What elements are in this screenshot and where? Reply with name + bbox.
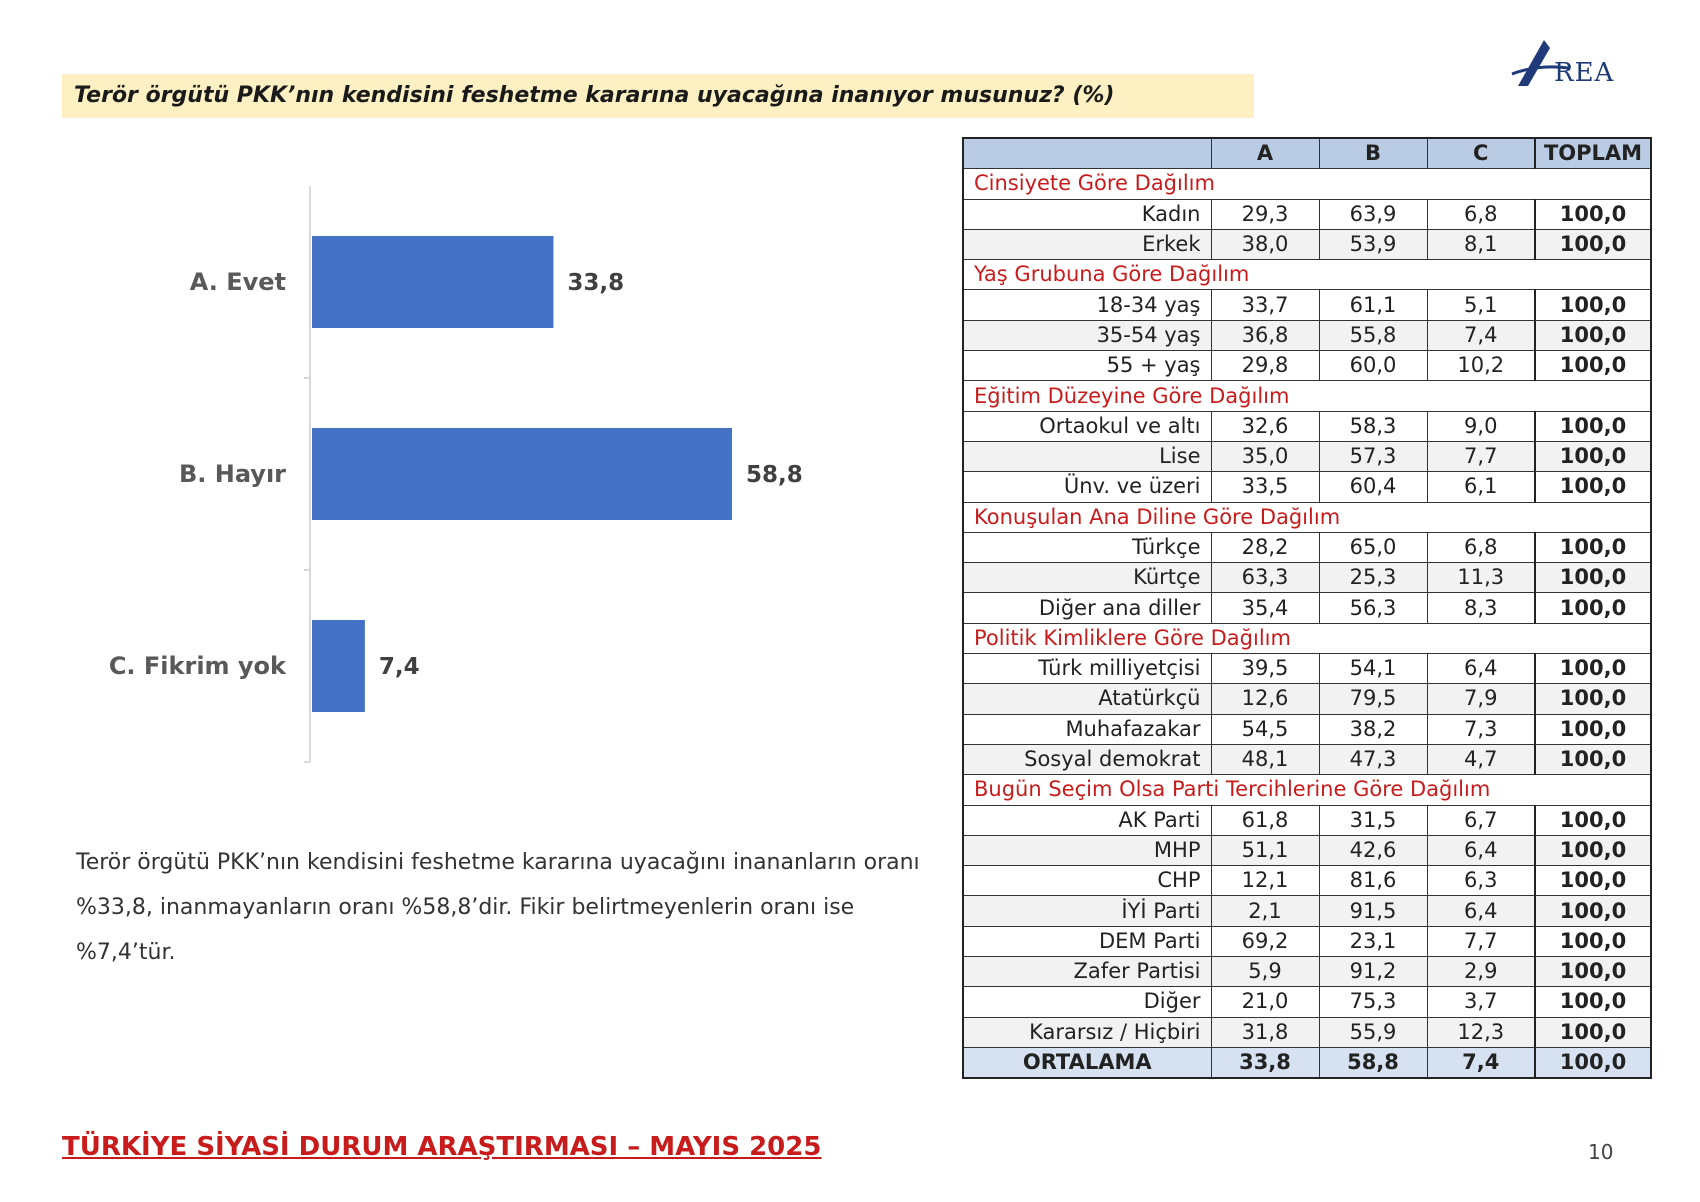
cell-b: 60,4 — [1319, 472, 1427, 502]
column-header: B — [1319, 138, 1427, 169]
cell-a: 29,8 — [1211, 351, 1319, 381]
cell-c: 6,4 — [1427, 654, 1535, 684]
row-label: 35-54 yaş — [963, 320, 1211, 350]
cell-total: 100,0 — [1535, 441, 1651, 471]
cell-total: 100,0 — [1535, 290, 1651, 320]
row-label: Muhafazakar — [963, 714, 1211, 744]
cell-a: 2,1 — [1211, 896, 1319, 926]
table-row — [963, 1017, 1651, 1047]
cell-c: 4,7 — [1427, 744, 1535, 774]
cell-a: 39,5 — [1211, 654, 1319, 684]
table-row — [963, 320, 1651, 350]
table-header-row — [963, 138, 1651, 169]
row-label: Kadın — [963, 199, 1211, 229]
cell-c: 6,1 — [1427, 472, 1535, 502]
cell-b: 57,3 — [1319, 441, 1427, 471]
column-header — [963, 138, 1211, 169]
cell-a: 35,0 — [1211, 441, 1319, 471]
crosstab-table — [962, 137, 1652, 1079]
cell-total: 100,0 — [1535, 593, 1651, 623]
cell-total: 100,0 — [1535, 532, 1651, 562]
cell-total: 100,0 — [1535, 835, 1651, 865]
row-label: Zafer Partisi — [963, 957, 1211, 987]
cell-total: 100,0 — [1535, 563, 1651, 593]
cell-c: 12,3 — [1427, 1017, 1535, 1047]
cell-b: 56,3 — [1319, 593, 1427, 623]
row-label: Diğer ana diller — [963, 593, 1211, 623]
section-title: Cinsiyete Göre Dağılım — [963, 169, 1651, 199]
section-title: Konuşulan Ana Diline Göre Dağılım — [963, 502, 1651, 532]
cell-a: 28,2 — [1211, 532, 1319, 562]
cell-c: 7,7 — [1427, 441, 1535, 471]
value-label: 58,8 — [746, 462, 803, 488]
section-header-row — [963, 775, 1651, 805]
cell-a: 63,3 — [1211, 563, 1319, 593]
cell-c: 3,7 — [1427, 987, 1535, 1017]
row-label: Türk milliyetçisi — [963, 654, 1211, 684]
cell-c: 8,3 — [1427, 593, 1535, 623]
cell-b: 23,1 — [1319, 926, 1427, 956]
table-row — [963, 411, 1651, 441]
table-row — [963, 744, 1651, 774]
area-logo — [1510, 34, 1640, 94]
cell-c: 6,8 — [1427, 199, 1535, 229]
section-title: Yaş Grubuna Göre Dağılım — [963, 260, 1651, 290]
table-row — [963, 199, 1651, 229]
average-c: 7,4 — [1427, 1047, 1535, 1078]
value-label: 33,8 — [567, 270, 625, 296]
cell-c: 8,1 — [1427, 229, 1535, 259]
cell-a: 32,6 — [1211, 411, 1319, 441]
row-label: Ortaokul ve altı — [963, 411, 1211, 441]
section-header-row — [963, 169, 1651, 199]
row-label: İYİ Parti — [963, 896, 1211, 926]
row-label: Türkçe — [963, 532, 1211, 562]
column-header: A — [1211, 138, 1319, 169]
cell-a: 48,1 — [1211, 744, 1319, 774]
column-header: TOPLAM — [1535, 138, 1651, 169]
cell-total: 100,0 — [1535, 351, 1651, 381]
cell-a: 21,0 — [1211, 987, 1319, 1017]
cell-c: 7,4 — [1427, 320, 1535, 350]
cell-a: 12,1 — [1211, 866, 1319, 896]
cell-b: 47,3 — [1319, 744, 1427, 774]
section-header-row — [963, 502, 1651, 532]
cell-b: 81,6 — [1319, 866, 1427, 896]
cell-a: 69,2 — [1211, 926, 1319, 956]
section-header-row — [963, 381, 1651, 411]
table-row — [963, 987, 1651, 1017]
cell-a: 33,7 — [1211, 290, 1319, 320]
cell-a: 5,9 — [1211, 957, 1319, 987]
row-label: Erkek — [963, 229, 1211, 259]
cell-b: 54,1 — [1319, 654, 1427, 684]
cell-total: 100,0 — [1535, 866, 1651, 896]
cell-b: 79,5 — [1319, 684, 1427, 714]
table-row — [963, 896, 1651, 926]
cell-a: 29,3 — [1211, 199, 1319, 229]
cell-c: 7,3 — [1427, 714, 1535, 744]
cell-total: 100,0 — [1535, 199, 1651, 229]
table-row — [963, 472, 1651, 502]
cell-c: 7,9 — [1427, 684, 1535, 714]
table-row — [963, 563, 1651, 593]
cell-b: 58,3 — [1319, 411, 1427, 441]
table-row — [963, 926, 1651, 956]
table-row — [963, 229, 1651, 259]
row-label: Kürtçe — [963, 563, 1211, 593]
cell-c: 2,9 — [1427, 957, 1535, 987]
cell-b: 55,8 — [1319, 320, 1427, 350]
row-label: MHP — [963, 835, 1211, 865]
cell-b: 61,1 — [1319, 290, 1427, 320]
bar — [312, 236, 553, 328]
cell-c: 6,8 — [1427, 532, 1535, 562]
footer-title: TÜRKİYE SİYASİ DURUM ARAŞTIRMASI – MAYIS 2025 — [62, 1132, 822, 1162]
cell-b: 63,9 — [1319, 199, 1427, 229]
category-label: C. Fikrim yok — [108, 652, 286, 680]
cell-b: 75,3 — [1319, 987, 1427, 1017]
cell-total: 100,0 — [1535, 957, 1651, 987]
table-row — [963, 593, 1651, 623]
bar — [312, 428, 732, 520]
cell-c: 7,7 — [1427, 926, 1535, 956]
question-text: Terör örgütü PKK’nın kendisini feshetme kararına uyacağına inanıyor musunuz? (%) — [74, 83, 1115, 108]
bar-chart — [100, 180, 860, 790]
cell-b: 38,2 — [1319, 714, 1427, 744]
row-label: Diğer — [963, 987, 1211, 1017]
row-label: 55 + yaş — [963, 351, 1211, 381]
table-row — [963, 835, 1651, 865]
cell-b: 25,3 — [1319, 563, 1427, 593]
logo-text: REA — [1554, 58, 1615, 88]
value-label: 7,4 — [378, 654, 420, 680]
table-row — [963, 532, 1651, 562]
cell-b: 55,9 — [1319, 1017, 1427, 1047]
table-row — [963, 684, 1651, 714]
cell-b: 53,9 — [1319, 229, 1427, 259]
cell-total: 100,0 — [1535, 1017, 1651, 1047]
row-label: Lise — [963, 441, 1211, 471]
cell-a: 12,6 — [1211, 684, 1319, 714]
section-title: Politik Kimliklere Göre Dağılım — [963, 623, 1651, 653]
column-header: C — [1427, 138, 1535, 169]
cell-a: 35,4 — [1211, 593, 1319, 623]
cell-b: 60,0 — [1319, 351, 1427, 381]
row-label: Ünv. ve üzeri — [963, 472, 1211, 502]
section-header-row — [963, 260, 1651, 290]
cell-a: 36,8 — [1211, 320, 1319, 350]
table-row — [963, 290, 1651, 320]
bar — [312, 620, 365, 712]
cell-c: 9,0 — [1427, 411, 1535, 441]
cell-a: 31,8 — [1211, 1017, 1319, 1047]
average-label: ORTALAMA — [963, 1047, 1211, 1078]
row-label: AK Parti — [963, 805, 1211, 835]
page-number: 10 — [1588, 1140, 1614, 1164]
cell-total: 100,0 — [1535, 472, 1651, 502]
average-total: 100,0 — [1535, 1047, 1651, 1078]
cell-c: 5,1 — [1427, 290, 1535, 320]
cell-total: 100,0 — [1535, 320, 1651, 350]
category-label: A. Evet — [189, 268, 286, 296]
cell-total: 100,0 — [1535, 714, 1651, 744]
average-b: 58,8 — [1319, 1047, 1427, 1078]
row-label: Kararsız / Hiçbiri — [963, 1017, 1211, 1047]
cell-c: 6,7 — [1427, 805, 1535, 835]
cell-c: 6,3 — [1427, 866, 1535, 896]
cell-total: 100,0 — [1535, 744, 1651, 774]
cell-total: 100,0 — [1535, 229, 1651, 259]
cell-a: 61,8 — [1211, 805, 1319, 835]
table-row — [963, 805, 1651, 835]
cell-c: 6,4 — [1427, 835, 1535, 865]
average-a: 33,8 — [1211, 1047, 1319, 1078]
cell-c: 11,3 — [1427, 563, 1535, 593]
category-label: B. Hayır — [178, 460, 286, 488]
cell-b: 91,2 — [1319, 957, 1427, 987]
cell-total: 100,0 — [1535, 411, 1651, 441]
section-title: Bugün Seçim Olsa Parti Tercihlerine Göre Dağılım — [963, 775, 1651, 805]
cell-total: 100,0 — [1535, 684, 1651, 714]
cell-b: 91,5 — [1319, 896, 1427, 926]
cell-total: 100,0 — [1535, 805, 1651, 835]
cell-total: 100,0 — [1535, 987, 1651, 1017]
table-row — [963, 351, 1651, 381]
table-row — [963, 866, 1651, 896]
table-row — [963, 957, 1651, 987]
cell-c: 10,2 — [1427, 351, 1535, 381]
row-label: DEM Parti — [963, 926, 1211, 956]
table-row — [963, 654, 1651, 684]
cell-b: 65,0 — [1319, 532, 1427, 562]
row-label: CHP — [963, 866, 1211, 896]
cell-a: 54,5 — [1211, 714, 1319, 744]
cell-c: 6,4 — [1427, 896, 1535, 926]
cell-a: 33,5 — [1211, 472, 1319, 502]
cell-a: 38,0 — [1211, 229, 1319, 259]
section-header-row — [963, 623, 1651, 653]
description-text: Terör örgütü PKK’nın kendisini feshetme kararına uyacağını inananların oranı %33,8, inanmayanların oranı %58,8’dir. Fikir belirtmeyenlerin oranı ise %7,4’tür. — [76, 850, 920, 965]
cell-b: 42,6 — [1319, 835, 1427, 865]
cell-total: 100,0 — [1535, 896, 1651, 926]
average-row — [963, 1047, 1651, 1078]
cell-a: 51,1 — [1211, 835, 1319, 865]
section-title: Eğitim Düzeyine Göre Dağılım — [963, 381, 1651, 411]
table-row — [963, 441, 1651, 471]
cell-b: 31,5 — [1319, 805, 1427, 835]
row-label: Sosyal demokrat — [963, 744, 1211, 774]
cell-total: 100,0 — [1535, 654, 1651, 684]
table-row — [963, 714, 1651, 744]
row-label: Atatürkçü — [963, 684, 1211, 714]
question-banner — [62, 74, 1254, 118]
cell-total: 100,0 — [1535, 926, 1651, 956]
row-label: 18-34 yaş — [963, 290, 1211, 320]
